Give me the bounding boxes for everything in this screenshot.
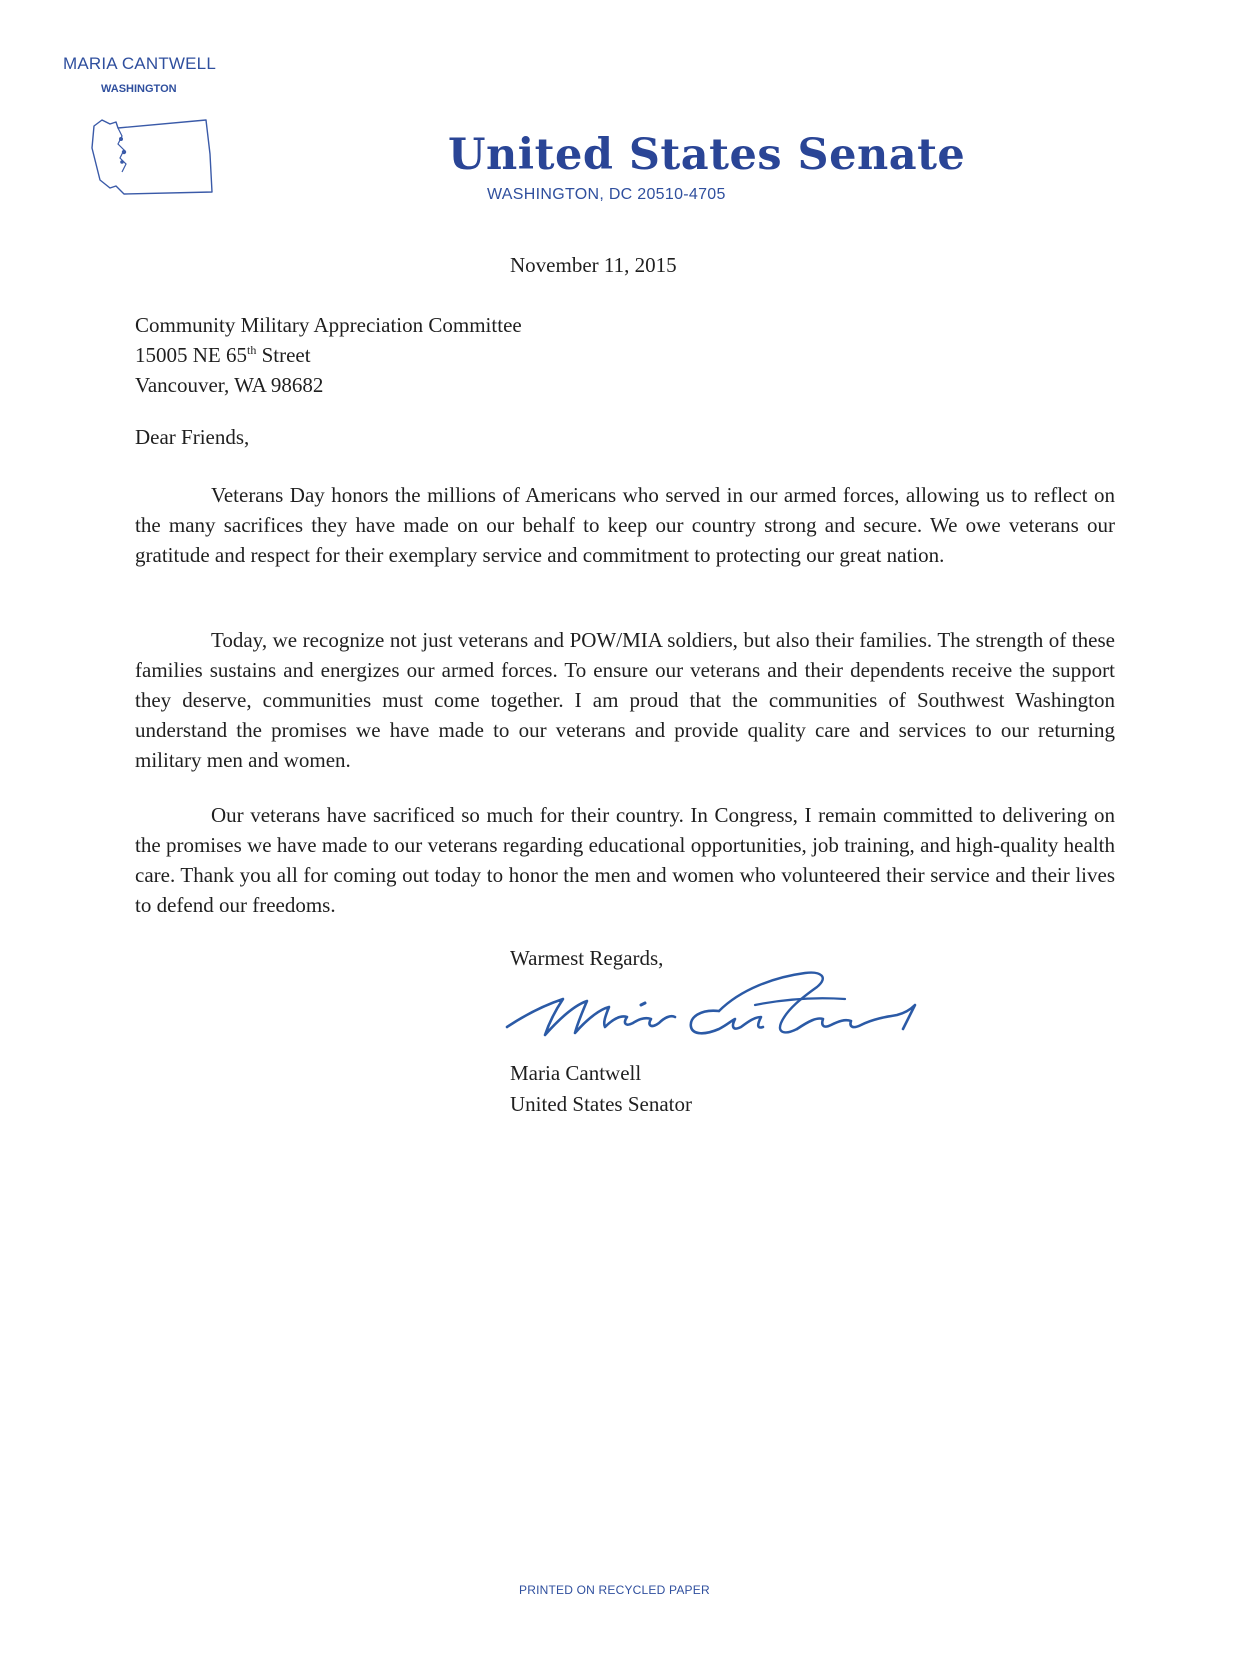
recipient-line-3: Vancouver, WA 98682 [135,373,324,397]
recipient-street-number: 15005 NE 65 [135,343,247,367]
senate-title: United States Senate [448,130,966,180]
senate-address: WASHINGTON, DC 20510-4705 [487,186,726,203]
letter-date: November 11, 2015 [510,253,677,277]
recipient-street-name: Street [256,343,311,367]
sender-name: MARIA CANTWELL [63,54,216,73]
recipient-line-2 [135,340,522,370]
recipient-address [135,310,522,400]
closing: Warmest Regards, [510,946,664,970]
signer-title: United States Senator [510,1092,692,1116]
recipient-line-1: Community Military Appreciation Committee [135,313,522,337]
recipient-street-suffix-sup: th [247,343,257,357]
body-paragraph-2: Today, we recognize not just veterans and POW/MIA soldiers, but also their families. The strength of these families sustains and energizes our armed forces. To ensure our veterans and their dependents receive the support they deserve, communities must come together. I am proud that the communities of Southwest Washington understand the promises we have made to our veterans and provide quality care and services to our returning military men and women. [135,628,1115,772]
signer-name: Maria Cantwell [510,1061,642,1085]
washington-state-map-icon [88,114,218,206]
body-paragraph-1: Veterans Day honors the millions of Americans who served in our armed forces, allowing us to reflect on the many sacrifices they have made on our behalf to keep our country strong and secure. We owe veterans our gratitude and respect for their exemplary service and commitment to protecting our great nation. [135,483,1115,567]
salutation: Dear Friends, [135,425,250,449]
recycled-paper-note: PRINTED ON RECYCLED PAPER [519,1583,710,1597]
body-paragraph-3: Our veterans have sacrificed so much for their country. In Congress, I remain committed to delivering on the promises we have made to our veterans regarding educational opportunities, job training, and high-quality health care. Thank you all for coming out today to honor the men and women who volunteered their service and their lives to defend our freedoms. [135,803,1115,917]
sender-state: WASHINGTON [101,83,177,95]
handwritten-signature-icon [505,965,945,1055]
